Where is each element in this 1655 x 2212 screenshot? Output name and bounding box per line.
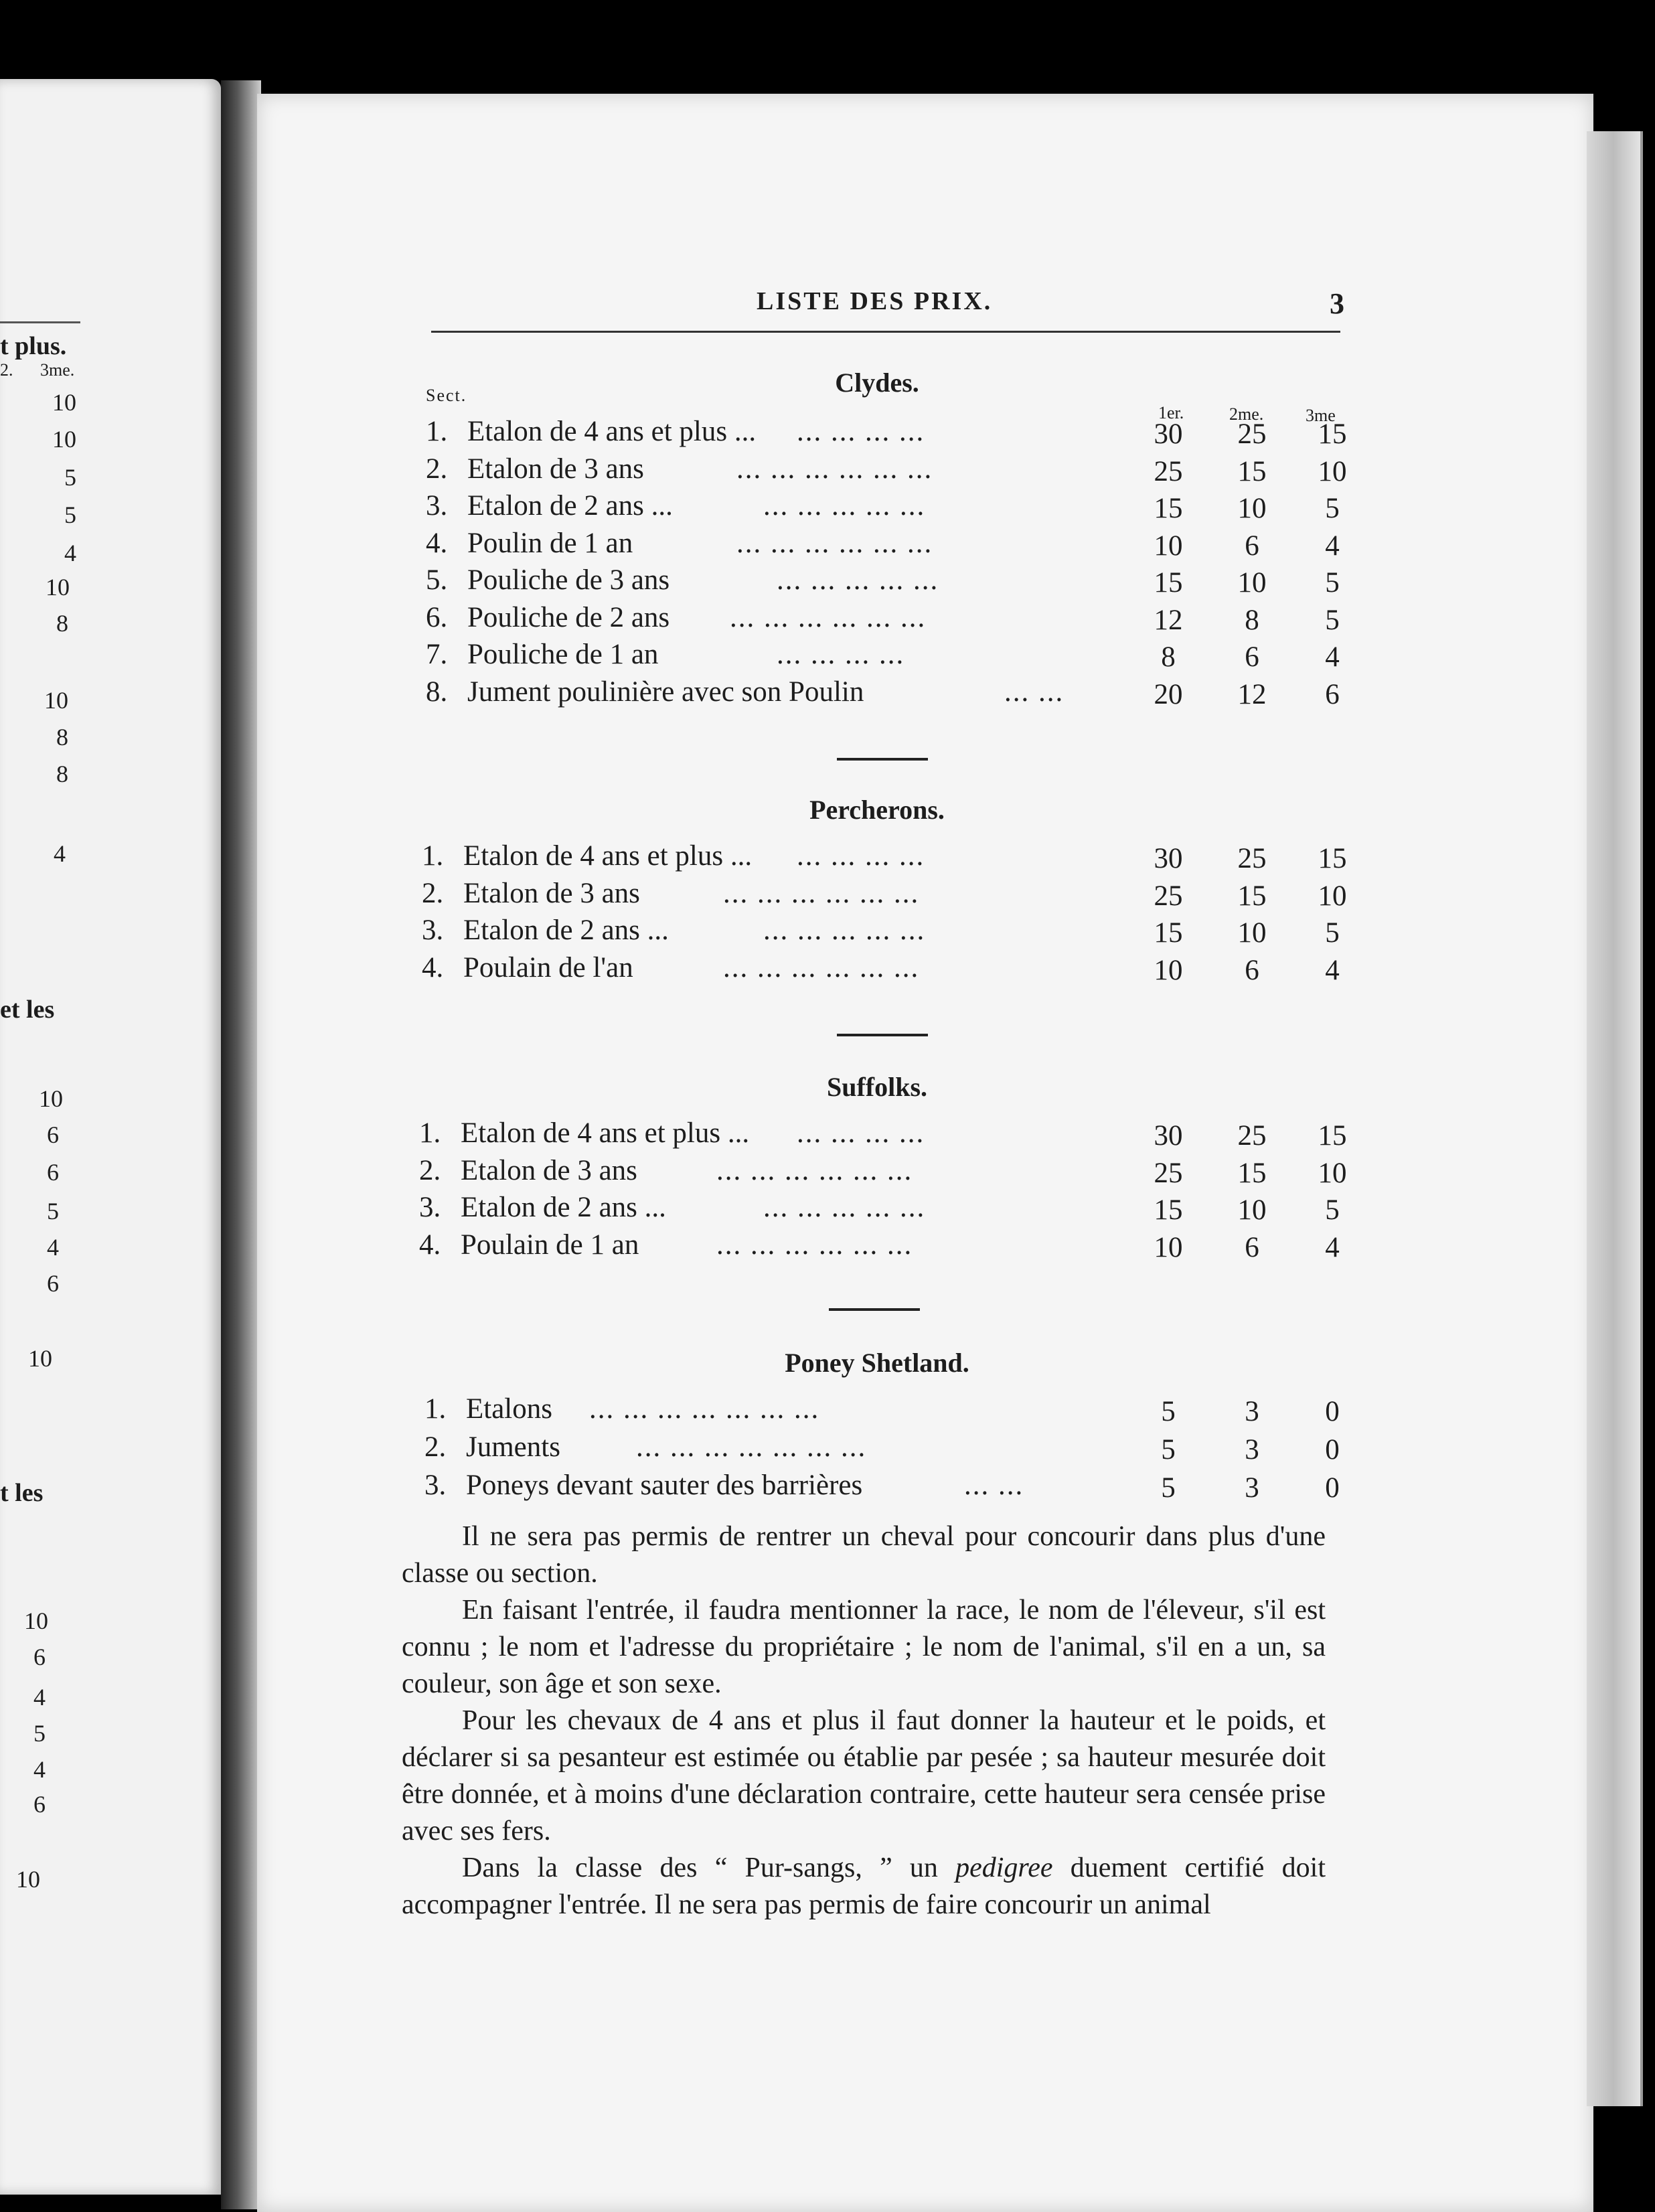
prize-third: 5 [1325,1194,1340,1226]
leader-dots: ... ... ... ... ... ... ... [589,1393,820,1425]
row-label: Poneys devant sauter des barrières [466,1470,863,1501]
prize-first: 5 [1161,1472,1176,1504]
left-fragment-line: 3me. [40,360,75,380]
row-label: Etalon de 3 ans [463,877,640,909]
leader-dots: ... ... ... ... ... ... [716,1229,913,1261]
leader-dots: ... ... ... ... ... [763,1192,926,1223]
section-title: Clydes. [835,368,919,398]
leader-dots: ... ... ... ... ... ... [723,951,920,983]
prize-first: 15 [1154,567,1183,599]
running-head: LISTE DES PRIX. [757,287,993,315]
row-label: Poulin de 1 an [467,527,633,559]
left-fragment-line: 6 [47,1159,59,1186]
leader-dots: ... ... ... ... ... ... [716,1154,913,1186]
prize-second: 3 [1245,1434,1259,1466]
left-fragment-line: 5 [47,1198,59,1224]
left-page-rule [0,321,80,323]
row-number: 2. [424,1431,447,1463]
prize-second: 25 [1237,418,1267,450]
row-number: 3. [424,1470,447,1501]
prize-third: 4 [1325,954,1340,986]
prize-first: 5 [1161,1434,1176,1466]
paragraph-3: Pour les chevaux de 4 ans et plus il faut donner la hauteur et le poids, et déclarer si sa pesanteur est estimée ou établie par pesée ; sa hauteur mesurée doit être donnée, et à moins d'une déclaration contraire, cette hauteur sera censée prise avec ses fers. [402,1705,1326,1846]
row-number: 1. [422,840,444,872]
row-number: 2. [419,1154,441,1186]
prize-third: 0 [1325,1434,1340,1466]
leader-dots: ... ... ... ... ... ... [730,601,927,633]
left-fragment-line: 4 [33,1756,46,1783]
row-label: Etalon de 3 ans [461,1154,637,1186]
row-label: Poulain de 1 an [461,1229,639,1261]
prize-second: 12 [1237,678,1267,710]
row-label: Pouliche de 3 ans [467,564,670,596]
column-header-third: 3me [1306,406,1336,425]
left-fragment-line: 2. [0,360,13,380]
prize-row [426,527,1363,564]
row-label: Etalon de 4 ans et plus ... [467,416,757,447]
row-number: 2. [422,877,444,909]
prize-first: 30 [1154,418,1183,450]
left-fragment-line: 5 [64,501,76,528]
leader-dots: ... ... ... ... ... ... [736,527,933,559]
column-header-first: 1er. [1158,403,1184,422]
paragraph-4-start: Dans la classe des “ Pur-sangs, ” un [462,1852,956,1883]
section-title: Percherons. [809,795,945,825]
prize-third: 5 [1325,567,1340,599]
prize-row [422,840,1359,877]
prize-first: 15 [1154,917,1183,949]
prize-first: 25 [1154,1157,1183,1189]
left-fragment-line: 5 [33,1720,46,1747]
prize-second: 6 [1245,954,1259,986]
leader-dots: ... ... [1004,676,1065,708]
prize-first: 30 [1154,1120,1183,1152]
row-label: Etalon de 2 ans ... [461,1192,666,1223]
left-fragment-line: 10 [46,574,70,601]
book-gutter [221,80,261,2209]
row-number: 1. [419,1117,441,1149]
paragraph-2: En faisant l'entrée, il faudra mentionner la race, le nom de l'éleveur, s'il est connu ; le nom et l'adresse du propriétaire ; le nom de l'animal, s'il en a un, sa couleur, son âge et son sexe. [402,1595,1326,1699]
prize-third: 15 [1318,418,1347,450]
row-label: Etalon de 2 ans ... [463,915,669,946]
prize-first: 15 [1154,1194,1183,1226]
left-fragment-line: 10 [28,1345,52,1372]
prize-first: 20 [1154,678,1183,710]
left-fragment-line: 4 [54,840,66,867]
prize-second: 15 [1237,1157,1267,1189]
left-fragment-line: 8 [56,724,68,750]
row-number: 1. [424,1393,447,1425]
prize-third: 15 [1318,843,1347,874]
row-label: Etalon de 4 ans et plus ... [463,840,753,872]
prize-second: 3 [1245,1396,1259,1427]
leader-dots: ... ... ... ... [797,416,925,447]
prize-second: 25 [1237,843,1267,874]
section-title: Suffolks. [826,1072,928,1102]
row-number: 4. [426,527,448,559]
prize-second: 6 [1245,641,1259,673]
prize-third: 10 [1318,1157,1347,1189]
prize-first: 25 [1154,455,1183,487]
leader-dots: ... ... ... ... ... ... [723,877,920,909]
prize-first: 5 [1161,1396,1176,1427]
prize-third: 5 [1325,493,1340,524]
prize-third: 10 [1318,880,1347,912]
leader-dots: ... ... ... ... [797,840,925,872]
leader-dots: ... ... ... ... ... ... ... [636,1431,867,1463]
pedigree-term: pedigree [955,1852,1053,1883]
leader-dots: ... ... ... ... [777,639,905,670]
prize-row [419,1229,1356,1266]
prize-first: 25 [1154,880,1183,912]
left-fragment-line: 8 [56,610,68,637]
prize-row [426,676,1363,713]
row-label: Etalon de 2 ans ... [467,490,673,522]
left-fragment-line: 6 [47,1270,59,1297]
section-divider [837,758,928,761]
rules-text [402,1518,1326,1923]
row-number: 7. [426,639,448,670]
header-rule [431,331,1340,333]
left-page-fragment [0,79,221,2195]
prize-row [426,638,1363,676]
prize-row [426,564,1363,601]
leader-dots: ... ... ... ... [797,1117,925,1149]
row-number: 6. [426,601,448,633]
left-fragment-line: t les [0,1479,44,1507]
prize-first: 10 [1154,954,1183,986]
prize-second: 15 [1237,880,1267,912]
row-label: Pouliche de 2 ans [467,601,670,633]
left-fragment-line: 4 [47,1234,59,1261]
prize-second: 8 [1245,604,1259,636]
left-fragment-line: 10 [52,389,76,416]
prize-third: 0 [1325,1396,1340,1427]
prize-third: 4 [1325,530,1340,562]
prize-second: 15 [1237,455,1267,487]
left-fragment-line: 10 [52,426,76,453]
row-label: Etalon de 3 ans [467,453,644,485]
prize-third: 5 [1325,917,1340,949]
left-fragment-line: 10 [39,1085,63,1112]
row-number: 4. [419,1229,441,1261]
page-number: 3 [1330,287,1344,320]
prize-first: 12 [1154,604,1183,636]
prize-first: 30 [1154,843,1183,874]
left-fragment-line: t plus. [0,332,67,360]
prize-row [422,877,1359,915]
prize-third: 15 [1318,1120,1347,1152]
prize-row [426,601,1363,639]
prize-first: 15 [1154,493,1183,524]
left-fragment-line: 6 [33,1791,46,1818]
paragraph-4 [402,1850,1326,1923]
row-number: 5. [426,564,448,596]
prize-row [419,1154,1356,1192]
prize-second: 6 [1245,1231,1259,1263]
prize-second: 6 [1245,530,1259,562]
row-label: Etalons [466,1393,552,1425]
row-number: 3. [419,1192,441,1223]
row-label: Jument poulinière avec son Poulin [467,676,864,708]
leader-dots: ... ... ... ... ... [763,490,926,522]
prize-row [424,1431,1362,1468]
row-label: Poulain de l'an [463,951,633,983]
prize-row [424,1393,1362,1430]
left-fragment-line: 6 [33,1644,46,1670]
prize-row [419,1117,1356,1154]
row-number: 3. [422,915,444,946]
section-divider [829,1308,920,1311]
row-number: 4. [422,951,444,983]
leader-dots: ... ... ... ... ... [777,564,939,596]
row-number: 2. [426,453,448,485]
prize-second: 3 [1245,1472,1259,1504]
page-edge [1587,131,1643,2106]
prize-row [422,914,1359,951]
prize-row [419,1191,1356,1229]
column-header-second: 2me. [1229,404,1264,424]
prize-third: 10 [1318,455,1347,487]
row-label: Juments [466,1431,560,1463]
left-fragment-line: 6 [47,1121,59,1148]
prize-second: 25 [1237,1120,1267,1152]
prize-row [422,951,1359,989]
sect-label: Sect. [426,386,467,405]
prize-second: 10 [1237,567,1267,599]
leader-dots: ... ... ... ... ... ... [736,453,933,485]
leader-dots: ... ... [964,1470,1024,1501]
prize-third: 5 [1325,604,1340,636]
left-fragment-line: 10 [24,1607,48,1634]
paragraph-4-end: duement certifié doit accompagner l'entrée. Il ne sera pas permis de faire concourir un animal [402,1852,1326,1920]
prize-second: 10 [1237,917,1267,949]
prize-third: 4 [1325,641,1340,673]
row-label: Etalon de 4 ans et plus ... [461,1117,750,1149]
row-number: 8. [426,676,448,708]
left-fragment-line: 4 [64,540,76,566]
prize-third: 4 [1325,1231,1340,1263]
leader-dots: ... ... ... ... ... [763,915,926,946]
prize-first: 10 [1154,1231,1183,1263]
prize-row [426,415,1363,453]
prize-first: 8 [1161,641,1176,673]
left-fragment-line: 4 [33,1684,46,1711]
prize-row [424,1469,1362,1506]
prize-second: 10 [1237,493,1267,524]
left-fragment-line: et les [0,996,55,1024]
paragraph-1: Il ne sera pas permis de rentrer un cheval pour concourir dans plus d'une classe ou section. [402,1521,1326,1589]
prize-third: 6 [1325,678,1340,710]
left-fragment-line: 10 [44,687,68,714]
row-number: 3. [426,490,448,522]
left-fragment-line: 8 [56,761,68,787]
prize-row [426,453,1363,490]
prize-third: 0 [1325,1472,1340,1504]
left-fragment-line: 10 [16,1866,40,1893]
section-title: Poney Shetland. [785,1348,969,1378]
prize-row [426,489,1363,527]
prize-first: 10 [1154,530,1183,562]
section-divider [837,1034,928,1036]
prize-second: 10 [1237,1194,1267,1226]
row-label: Pouliche de 1 an [467,639,659,670]
left-fragment-line: 5 [64,464,76,491]
row-number: 1. [426,416,448,447]
